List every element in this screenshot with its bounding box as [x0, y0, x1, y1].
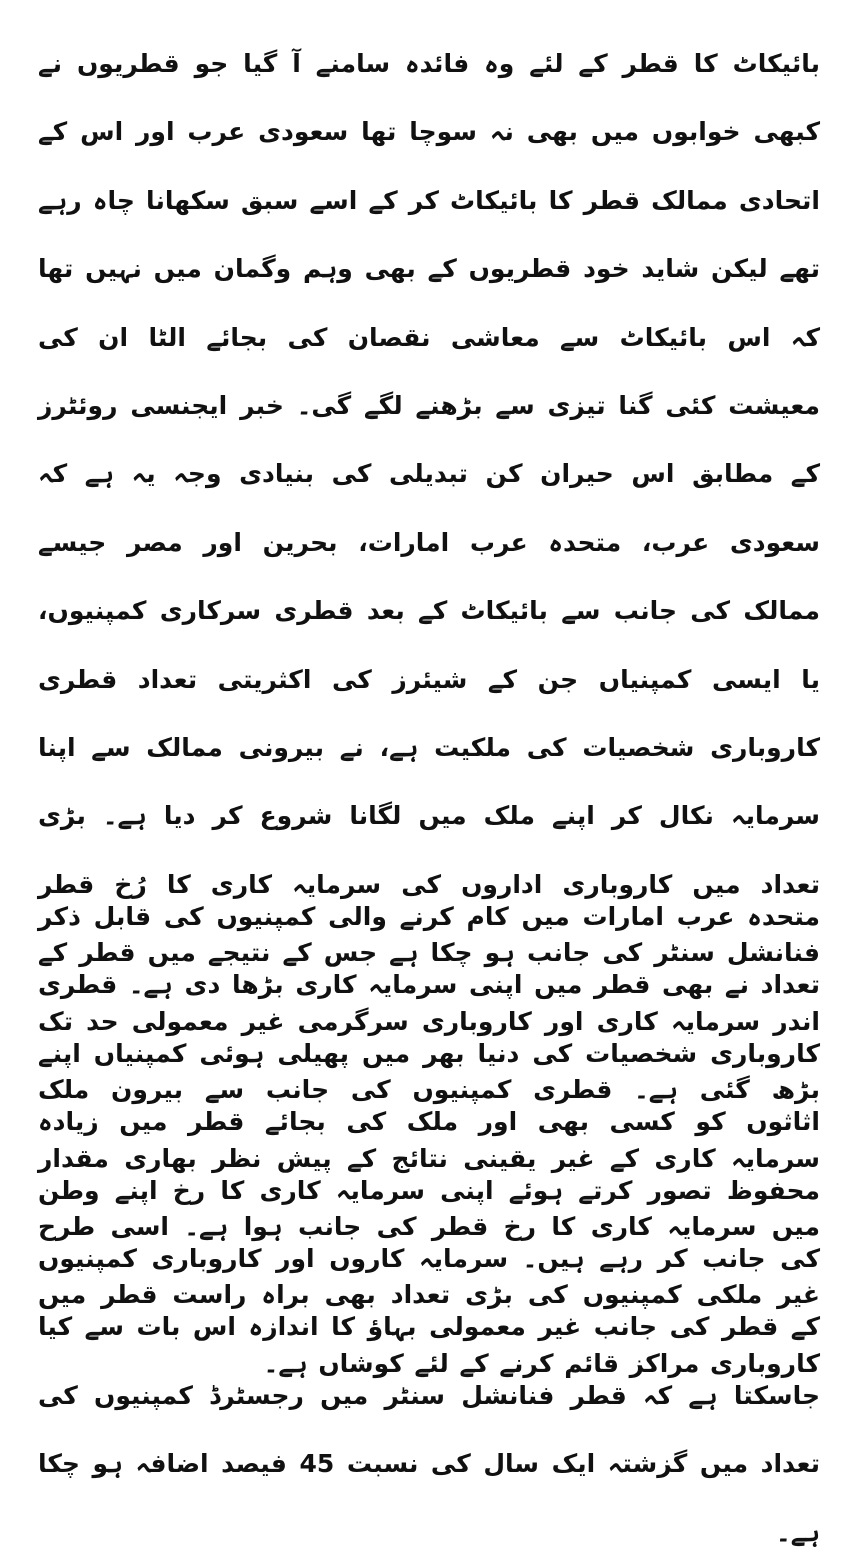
- article-paragraph-1: بائیکاٹ کا قطر کے لئے وہ فائدہ سامنے آ گیا جو قطریوں نے کبھی خوابوں میں بھی نہ سوچا تھا سعودی عرب اور اس کے اتحادی ممالک قطر کا بائیکاٹ کر کے اسے سبق سکھانا چاہ رہے تھے لیکن شاید خود قطریوں کے بھی وہم وگمان میں نہیں تھا کہ اس بائیکاٹ سے معاشی نقصان کی بجائے الٹا ان کی معیشت کئی گنا تیزی سے بڑھنے لگے گی۔ خبر ایجنسی روئٹرز کے مطابق اس حیران کن تبدیلی کی بنیادی وجہ یہ ہے کہ سعودی عرب، متحدہ عرب امارات، بحرین اور مصر جیسے ممالک کی جانب سے بائیکاٹ کے بعد قطری سرکاری کمپنیوں، یا ایسی کمپنیاں جن کے شیئرز کی اکثریتی تعداد قطری کاروباری شخصیات کی ملکیت ہے، نے بیرونی ممالک سے اپنا سرمایہ نکال کر اپنے ملک میں لگانا شروع کر دیا ہے۔ بڑی تعداد میں کاروباری اداروں کی سرمایہ کاری کا رُخ قطر فنانشل سنٹر کی جانب ہو چکا ہے جس کے نتیجے میں قطر کے اندر سرمایہ کاری اور کاروباری سرگرمی غیر معمولی حد تک بڑھ گئی ہے۔ قطری کمپنیوں کی جانب سے بیرون ملک سرمایہ کاری کے غیر یقینی نتائج کے پیش نظر بھاری مقدار میں سرمایہ کاری کا رخ قطر کی جانب ہوا ہے۔ اسی طرح غیر ملکی کمپنیوں کی بڑی تعداد بھی براہ راست قطر میں کاروباری مراکز قائم کرنے کے لئے کوشاں ہے۔: [38, 49, 820, 1378]
- article-paragraph-2: متحدہ عرب امارات میں کام کرنے والی کمپنیوں کی قابل ذکر تعداد نے بھی قطر میں اپنی سرمایہ کاری بڑھا دی ہے۔ قطری کاروباری شخصیات کی دنیا بھر میں پھیلی ہوئی کمپنیاں اپنے اثاثوں کو کسی بھی اور ملک کی بجائے قطر میں زیادہ محفوظ تصور کرتے ہوئے اپنی سرمایہ کاری کا رخ اپنے وطن کی جانب کر رہے ہیں۔ سرمایہ کاروں اور کاروباری کمپنیوں کے قطر کی جانب غیر معمولی بہاؤ کا اندازہ اس بات سے کیا جاسکتا ہے کہ قطر فنانشل سنٹر میں رجسٹرڈ کمپنیوں کی تعداد میں گزشتہ ایک سال کی نسبت 45 فیصد اضافہ ہو چکا ہے۔: [38, 902, 821, 1547]
